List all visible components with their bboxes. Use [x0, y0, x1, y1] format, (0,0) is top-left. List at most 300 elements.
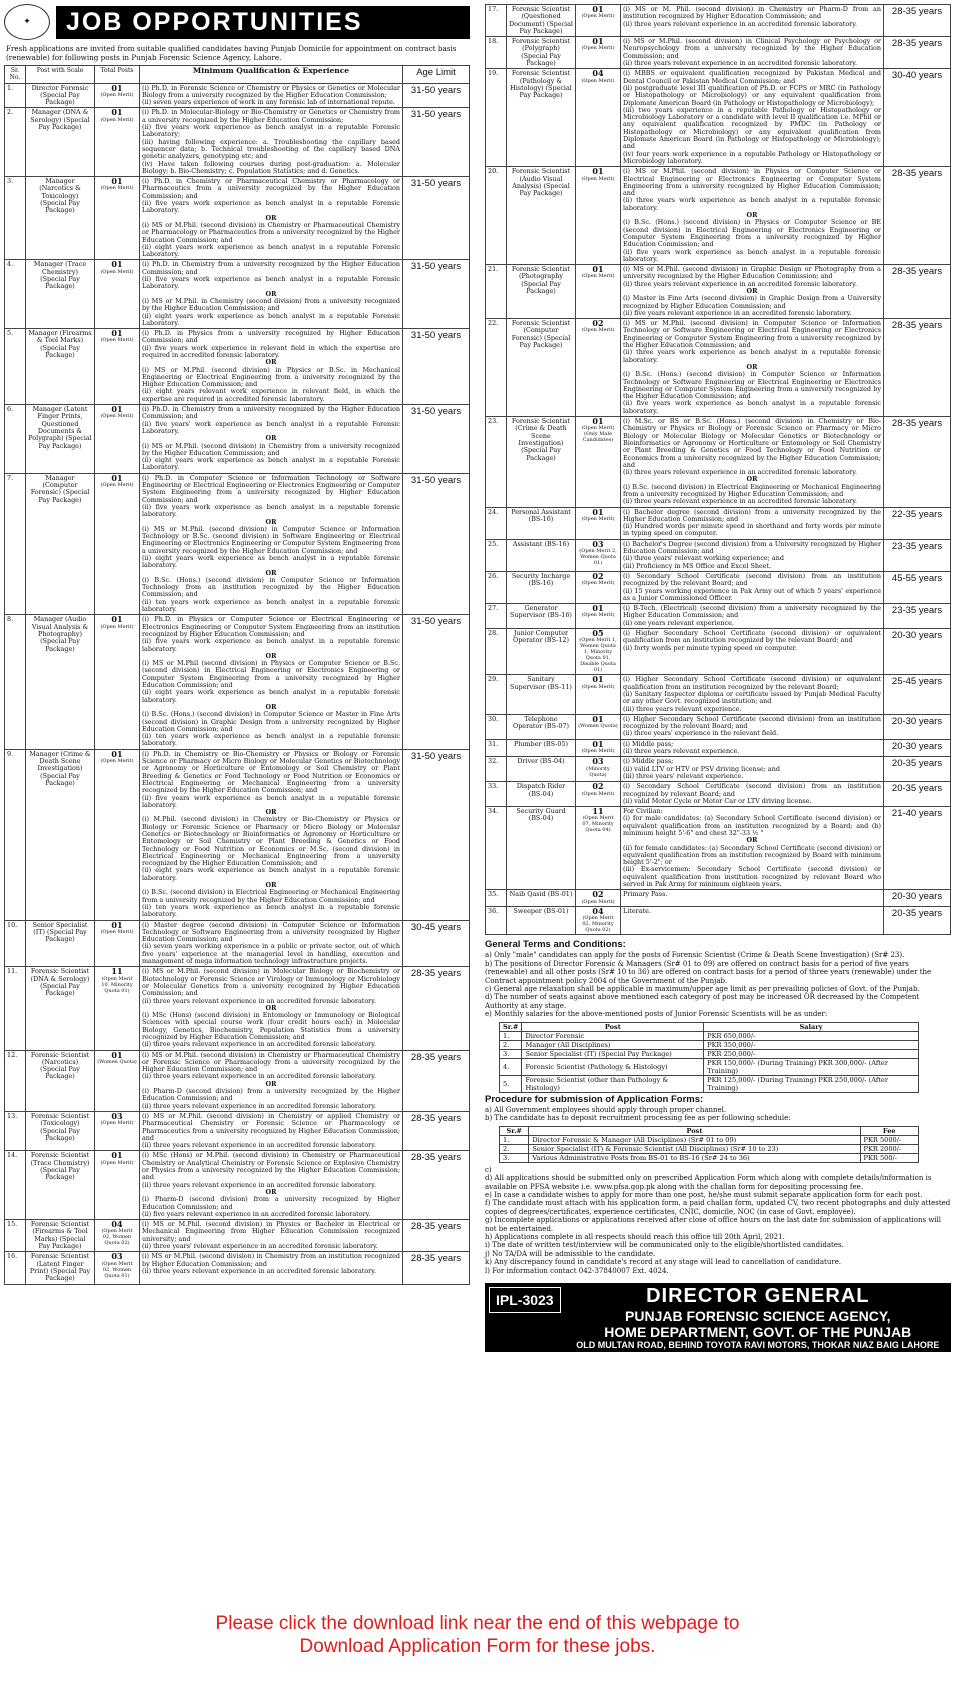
term-item: e) In case a candidate wishes to apply for more than one post, he/she must submit separate application form for each post.: [485, 1191, 923, 1200]
job-posts-cell: [576, 604, 621, 629]
left-column: [4, 4, 470, 1285]
terms-heading: General Terms and Conditions:: [485, 938, 626, 950]
job-post: Assistant (BS-16): [507, 539, 576, 571]
qualification-line: For Civilian:: [623, 807, 663, 816]
job-sr: 29.: [486, 675, 507, 714]
qualification-line: (ii) three years relevant experience in an accredited forensic laboratory.: [142, 1266, 377, 1275]
cell-sr: 4.: [500, 1058, 522, 1075]
job-quota: (Open Merit): [581, 45, 615, 52]
job-age: 23-35 years: [884, 539, 951, 571]
job-quals: [140, 1111, 403, 1150]
qualification-line: (ii) eight years relevant work experience in relevant field, in which the expertise are required in accredited forensic laboratory.: [142, 387, 400, 403]
qualification-line: (i) M.Sc. or BS or B.Sc. (Hons.) (second division) in Chemistry or Bio-Chemistry or Physics or Biology or Forensic Science or Pharmacy or Micro Biology or Molecular Biology or Molecular Genetics or Biotechnology or Bioinformatics or Agronomy or Horticulture or Entomology or Soil Chemistry or Plant Breeding & Genetics or Food Technology or Food Nutrition or Economics from a university recognized by the Higher Education Commission; and: [623, 417, 881, 469]
job-posts: 01: [111, 614, 123, 625]
job-quota: (Minority Quota): [586, 765, 610, 778]
footer-line3: HOME DEPARTMENT, GOVT. OF THE PUNJAB: [604, 1324, 912, 1341]
qualification-line: (iv) four years work experience in a reputable Pathology or Histopathology or Microbiology laboratory.: [623, 149, 881, 165]
job-post: Driver (BS-04): [507, 757, 576, 782]
term-item: f) The candidate must attach with his application form, a paid challan form, updated CV, two recent photographs and duly attested copies of degrees/certificates, experience certificates, CNIC, domicile, NOC (in case of Govt. employee).: [485, 1199, 951, 1216]
notice-line2: Download Application Form for these jobs.: [299, 1636, 656, 1657]
job-posts-cell: [576, 675, 621, 714]
table-row: [500, 1144, 919, 1153]
cell-sr: 2.: [500, 1144, 529, 1153]
job-posts: 03: [592, 538, 604, 549]
job-post: Forensic Scientist (DNA & Serology) (Special Pay Package): [26, 967, 95, 1050]
job-posts: 01: [111, 107, 123, 118]
term-item: g) Incomplete applications or applications received after close of office hours on the last date for submission of applications will not be entertained.: [485, 1216, 942, 1233]
qualification-line: (ii) Hundred words per minute speed in shorthand and forty words per minute in typing speed on computer.: [623, 522, 881, 538]
ad-title: JOB OPPORTUNITIES: [56, 6, 470, 39]
footer-line1: DIRECTOR GENERAL: [646, 1285, 870, 1308]
job-sr: 7.: [5, 473, 26, 615]
qualification-line: (ii) five years work experience as bench analyst in a reputable forensic laboratory.: [623, 399, 881, 415]
job-posts: 01: [592, 603, 604, 614]
job-sr: 15.: [5, 1220, 26, 1252]
job-post: Senior Specialist (IT) (Special Pay Package): [26, 920, 95, 967]
job-post: Telephone Operator (BS-07): [507, 714, 576, 739]
job-age: 20-35 years: [884, 906, 951, 934]
job-posts: 04: [111, 1219, 123, 1230]
qualification-line: (ii) eight years work experience as bench analyst in a reputable Forensic Laboratory.: [142, 311, 400, 327]
job-age: 31-50 years: [403, 83, 470, 108]
job-quals: [140, 329, 403, 405]
job-quota: (Open Merit): [581, 748, 615, 755]
job-sr: 24.: [486, 507, 507, 539]
jobs-table-left: [4, 65, 470, 1285]
job-post: Plumber (BS-05): [507, 739, 576, 757]
qualification-line: (ii) ten years work experience as bench analyst in a reputable forensic laboratory.: [142, 732, 400, 748]
job-quota: (Open Merit): [581, 175, 615, 182]
qualification-line: (ii) three years work experience as bench analyst in a reputable forensic laboratory.: [623, 196, 881, 212]
table-row: [500, 1058, 919, 1075]
job-row: [486, 5, 951, 37]
qualification-line: (i) MS or M.Phil. (second division) in Physics or Bachelor in Electrical or Mechanical Engineering from Higher Education Commission recognized university; and: [142, 1220, 400, 1243]
job-quota: (Open Merit): [100, 623, 134, 630]
procedure-list-2: [485, 1166, 951, 1275]
fee-col-sr: Sr.#: [500, 1126, 529, 1135]
term-item: b) The positions of Director Forensic & Managers (Sr# 01 to 09) are offered on contract basis for a period of five years (renewable) and all other posts (Sr# 10 to 36) are offered on contract basis for a period of three years (renewable) under the Contract appointment policy 2004 of the Government of the Punjab.: [485, 959, 932, 985]
qualification-line: (iii) Proficiency in MS Office and Excel Sheet.: [623, 561, 772, 570]
term-item: e) Monthly salaries for the above-mentioned posts of Junior Forensic Scientists will be as under:: [485, 1010, 828, 1019]
job-posts: 01: [592, 416, 604, 427]
job-age: 28-35 years: [403, 1220, 470, 1252]
job-post: Forensic Scientist (Questioned Document) (Special Pay Package): [507, 5, 576, 37]
qualification-line: (i) Ph.D. in Chemistry or Pharmaceutical Chemistry or Pharmacology or Pharmaceutics from a university recognized by the Higher Education Commission; and: [142, 177, 400, 200]
job-posts: 01: [111, 259, 123, 270]
job-posts: 01: [111, 748, 123, 759]
cell-salary: PKR 650,000/-: [704, 1031, 919, 1040]
qualification-line: (i) MBBS or equivalent qualification recognized by Pakistan Medical and Dental Council or Pakistan Medical Commission; and: [623, 69, 881, 85]
job-sr: 31.: [486, 739, 507, 757]
job-quota: (Women Quota): [578, 723, 618, 730]
job-row: [486, 571, 951, 603]
job-sr: 19.: [486, 69, 507, 167]
qualification-line: (i) Ph.D. in Molecular-Biology or Bio-Chemistry or Genetics or Chemistry from a university recognized by the Higher Education Commission;: [142, 108, 400, 124]
job-sr: 21.: [486, 265, 507, 319]
job-quals: [621, 571, 884, 603]
qualification-line: (i) Ph.D. in Computer Science or Information Technology or Software Engineering or Electrical Engineering or Electronics Engineering or Computer System Engineering from a university recognized by Higher Education Commission; and: [142, 473, 400, 504]
job-post: Manager (DNA & Serology) (Special Pay Package): [26, 108, 95, 177]
job-quals: [621, 417, 884, 508]
job-quota: (Open Merit): [100, 758, 134, 765]
job-posts: 11: [111, 966, 123, 977]
job-posts: 02: [592, 889, 604, 900]
salary-col-sr: Sr.#: [500, 1022, 522, 1031]
intro-text: Fresh applications are invited from suitable qualified candidates having Punjab Domicile for appointment on contract basis (renewable) for following posts in Punjab Forensic Science Agency, Lahore.: [6, 44, 457, 62]
job-age: 28-35 years: [884, 37, 951, 69]
qualification-line: OR: [265, 881, 277, 890]
qualification-line: (ii) three years relevant experience in an accredited forensic laboratory.: [142, 996, 377, 1005]
job-age: 20-30 years: [884, 714, 951, 739]
job-post: Manager (Firearms & Tool Marks) (Special Pay Package): [26, 329, 95, 405]
job-row: [486, 757, 951, 782]
job-posts-cell: [576, 167, 621, 265]
job-row: [5, 108, 470, 177]
job-row: [5, 920, 470, 967]
cell-salary: PKR 125,000/- (During Training) PKR 250,000/- (After Training): [704, 1075, 919, 1092]
job-posts-cell: [576, 319, 621, 417]
job-posts: 03: [111, 1110, 123, 1121]
qualification-line: (i) Secondary School Certificate (second division) from an institution recognized by relevant Board; and: [623, 782, 881, 798]
table-row: [500, 1153, 919, 1162]
qualification-line: (i) B.Sc. (second division) in Electrical Engineering or Mechanical Engineering from a university recognized by the Higher Education Commission; and: [142, 888, 400, 904]
cell-sr: 1.: [500, 1031, 522, 1040]
job-quota: (Open Merit 1, Women Quota 1, Minority Quota 01, Disable Quota 01): [579, 637, 617, 674]
job-posts-cell: [576, 417, 621, 508]
job-post: Forensic Scientist (Toxicology) (Special Pay Package): [26, 1111, 95, 1150]
job-post: Forensic Scientist (Computer Forensic) (Special Pay Package): [507, 319, 576, 417]
cell-post: Director Forensic: [522, 1031, 704, 1040]
job-sr: 13.: [5, 1111, 26, 1150]
qualification-line: OR: [265, 358, 277, 367]
salary-table: [499, 1022, 919, 1093]
qualification-line: OR: [746, 836, 758, 845]
job-posts-cell: [576, 571, 621, 603]
col-total: Total Posts: [95, 66, 140, 84]
job-quota: (Open Merit 10, Minority Quota 01): [101, 975, 133, 994]
cell-fee: PKR 500/-: [860, 1153, 918, 1162]
job-quota: (Open Merit 02, Women Quota 02): [101, 1228, 133, 1247]
cell-post: Forensic Scientist (other than Pathology & Histology): [522, 1075, 704, 1092]
job-quals: [621, 739, 884, 757]
qualification-line: (i) B.Sc. (Hons.) (second division) in Computer Science or Information Technology from an institution recognized by the Higher Education Commission; and: [142, 575, 400, 599]
director-general-block: [565, 1283, 951, 1352]
punjab-logo-icon: ✦: [4, 4, 50, 40]
job-posts-cell: [576, 539, 621, 571]
qualification-line: (i) MS or M.Phil. (second division) in Molecular Biology or Biochemistry or Biotechnology or Forensic Science or Virology or Immunology or Microbiology or Molecular Genetics from a university recognized by Higher Education Commission; and: [142, 967, 400, 998]
job-quota: (Open Merit): [581, 327, 615, 334]
qualification-line: (ii) five years relevant experience in an accredited forensic laboratory.: [623, 308, 852, 317]
job-age: 28-35 years: [403, 1050, 470, 1111]
cell-post: Senior Specialist (IT) & Forensic Scientist (All Disciplines) (Sr# 10 to 23): [529, 1144, 860, 1153]
job-sr: 12.: [5, 1050, 26, 1111]
qualification-line: (ii) for female candidates: (a) Secondary School Certificate (second division) or equivalent qualification from an institution recognized by Board with minimum height 5'-2"; or: [623, 843, 881, 867]
qualification-line: OR: [265, 434, 277, 443]
cell-post: Senior Specialist (IT) (Special Pay Package): [522, 1049, 704, 1058]
job-sr: 27.: [486, 604, 507, 629]
col-age: Age Limit: [403, 66, 470, 84]
job-post: Forensic Scientist (Latent Finger Print) (Special Pay Package): [26, 1252, 95, 1284]
job-posts: 01: [592, 4, 604, 14]
job-sr: 10.: [5, 920, 26, 967]
qualification-line: OR: [746, 211, 758, 220]
job-quals: [140, 920, 403, 967]
qualification-line: (iv) Have taken following courses during post-graduation: a. Molecular Biology; b. Bio-Chemistry; c. Population Statistics; and d. Genetics.: [142, 159, 400, 175]
job-posts: 01: [592, 264, 604, 275]
job-posts-cell: [95, 108, 140, 177]
job-row: [5, 967, 470, 1050]
job-age: 20-30 years: [884, 629, 951, 675]
job-posts: 01: [592, 166, 604, 177]
job-posts-cell: [576, 507, 621, 539]
job-posts-cell: [576, 69, 621, 167]
term-item: j) No TA/DA will be admissible to the candidate.: [485, 1249, 656, 1258]
job-quals: [140, 615, 403, 749]
qualification-line: (iii) three years relevant experience.: [623, 704, 742, 713]
job-posts-cell: [576, 890, 621, 906]
qualification-line: (i) MSc (Hons) or M.Phil. (second division) in Chemistry or Pharmaceutical Chemistry or Analytical Chemistry or Forensic Science or Explosive Chemistry or Physics from a university recognized by the Higher Education Commission; and: [142, 1151, 400, 1182]
job-row: [5, 1111, 470, 1150]
job-sr: 11.: [5, 967, 26, 1050]
job-posts: 01: [592, 506, 604, 517]
job-row: [486, 739, 951, 757]
qualification-line: (ii) forty words per minute typing speed on computer.: [623, 643, 798, 652]
job-age: 31-50 years: [403, 177, 470, 260]
job-posts-cell: [95, 1220, 140, 1252]
job-post: Forensic Scientist (Firearms & Tool Marks) (Special Pay Package): [26, 1220, 95, 1252]
job-row: [5, 615, 470, 749]
job-row: [486, 37, 951, 69]
job-quals: [621, 757, 884, 782]
qualification-line: (ii) eight years work experience as bench analyst in a reputable forensic laboratory.: [142, 688, 400, 704]
job-sr: 20.: [486, 167, 507, 265]
qualification-line: (i) Ph.D. in Physics or Computer Science or Electrical Engineering or Electronics Engineering or Computer System Engineering from an institution recognized by Higher Education Commission; and: [142, 615, 400, 638]
qualification-line: (i) B-Tech. (Electrical) (second division) from a university recognized by the Higher Education Commission; and: [623, 604, 881, 620]
col-qual: Minimum Qualification & Experience: [140, 66, 403, 84]
job-sr: 17.: [486, 5, 507, 37]
job-row: [486, 539, 951, 571]
qualification-line: (ii) three years relevant experience in an accredited forensic laboratory.: [142, 1101, 377, 1110]
salary-col-salary: Salary: [704, 1022, 919, 1031]
job-posts: 02: [592, 781, 604, 792]
procedure-heading: Procedure for submission of Application Forms:: [485, 1093, 704, 1105]
qualification-line: (ii) three years relevant experience in an accredited forensic laboratory.: [623, 468, 858, 477]
job-quals: [621, 604, 884, 629]
job-quals: [621, 714, 884, 739]
qualification-line: (ii) eight years work experience as bench analyst in a reputable Forensic Laboratory.: [142, 456, 400, 472]
job-posts-cell: [576, 757, 621, 782]
job-posts-cell: [576, 714, 621, 739]
job-posts: 01: [592, 713, 604, 724]
jobs-table-right: [485, 4, 951, 935]
job-row: [486, 604, 951, 629]
qualification-line: OR: [265, 1079, 277, 1088]
job-row: [5, 405, 470, 474]
term-item: d) The number of seats against above mentioned each category of post may be increased OR decreased by the Competent Authority at any stage.: [485, 993, 920, 1010]
job-post: Forensic Scientist (Audio Visual Analysis) (Special Pay Package): [507, 167, 576, 265]
job-quals: [621, 167, 884, 265]
job-age: 20-35 years: [884, 757, 951, 782]
term-item: k) Any discrepancy found in candidate's record at any stage will lead to cancellation of candidature.: [485, 1258, 842, 1267]
cell-salary: PKR 250,000/-: [704, 1049, 919, 1058]
job-sr: 22.: [486, 319, 507, 417]
job-row: [5, 749, 470, 920]
job-posts-cell: [576, 739, 621, 757]
job-quota: (Open Merit 02, Women Quota 01): [101, 1260, 133, 1279]
salary-col-post: Post: [522, 1022, 704, 1031]
job-quals: [140, 260, 403, 329]
job-posts: 01: [592, 36, 604, 47]
job-quota: (Open Merit): [581, 580, 615, 587]
job-sr: 5.: [5, 329, 26, 405]
job-sr: 6.: [5, 405, 26, 474]
qualification-line: (ii) three years relevant experience in an accredited forensic laboratory.: [142, 1180, 377, 1189]
qualification-line: (i) MS or M.Phil. in Chemistry (second division) from a university recognized by the Higher Education Commission; and: [142, 296, 400, 313]
qualification-line: OR: [746, 475, 758, 484]
job-post: Security Guard (BS-04): [507, 807, 576, 890]
job-posts-cell: [576, 265, 621, 319]
job-quals: [621, 319, 884, 417]
job-sr: 2.: [5, 108, 26, 177]
job-quals: [621, 507, 884, 539]
job-row: [486, 906, 951, 934]
job-quota: (Open Merit): [100, 928, 134, 935]
qualification-line: (ii) five years work experience as bench analyst in a reputable Forensic Laboratory.: [142, 199, 400, 215]
cell-sr: 2.: [500, 1040, 522, 1049]
cell-salary: PKR 150,000/- (During Training) PKR 300,000/- (After Training): [704, 1058, 919, 1075]
qualification-line: (i) Bachelor degree (second division) from a university recognized by the Higher Education Commission; and: [623, 507, 881, 523]
terms-section: [485, 938, 951, 1275]
job-quals: [621, 890, 884, 906]
job-posts-cell: [95, 967, 140, 1050]
job-posts: 04: [592, 905, 604, 916]
qualification-line: (i) Secondary School Certificate (second division) from an institution recognized by the relevant Board; and: [623, 571, 881, 588]
cell-sr: 5.: [500, 1075, 522, 1092]
job-age: 31-50 years: [403, 473, 470, 615]
qualification-line: (ii) eight years work experience as bench analyst in a reputable forensic laboratory.: [142, 866, 400, 882]
term-item: b) The candidate has to deposit recruitment processing fee as per following schedule:: [485, 1114, 791, 1123]
job-row: [486, 629, 951, 675]
qualification-line: (i) Higher Secondary School Certificate (second division) or equivalent qualification from an institution recognized by the relevant Board; and: [623, 629, 881, 645]
job-age: 31-50 years: [403, 405, 470, 474]
table-row: [500, 1049, 919, 1058]
qualification-line: (iii) Ex-servicemen: Secondary School Certificate (second division) or equivalent qualification from institution recognized by relevant Board who served in Pak Army for minimum eighteen years.: [623, 865, 881, 889]
job-posts: 01: [592, 738, 604, 749]
job-age: 21-40 years: [884, 807, 951, 890]
qualification-line: (i) Pharm-D (second division) from a university recognized by the Higher Education Commission; and: [142, 1087, 400, 1103]
job-sr: 28.: [486, 629, 507, 675]
job-row: [486, 714, 951, 739]
qualification-line: (ii) seven years experience of work in any forensic lab of international repute.: [142, 98, 395, 107]
qualification-line: (i) B.Sc. (Hons.) (second division) in Physics or Computer Science or BE (second division) in Electrical Engineering or Electronics Engineering or Computer System Engineering from a university recognized by Higher Education Commission; and: [623, 218, 881, 249]
job-quota: (Open Merit): [100, 91, 134, 98]
qualification-line: (i) MS or M. Phil. (second division) in Chemistry or Pharm-D from an institution recognized by Higher Education Commission; and: [623, 5, 881, 21]
qualification-line: OR: [265, 517, 277, 526]
job-age: 20-30 years: [884, 739, 951, 757]
fee-col-post: Post: [529, 1126, 860, 1135]
col-post: Post with Scale: [26, 66, 95, 84]
qualification-line: OR: [265, 1187, 277, 1196]
job-quota: (Women Quota): [97, 1058, 137, 1065]
cell-post: Manager (All Disciplines): [522, 1040, 704, 1049]
job-post: Dispatch Rider (BS-04): [507, 782, 576, 807]
job-posts-cell: [95, 329, 140, 405]
job-post: Sanitary Supervisor (BS-11): [507, 675, 576, 714]
qualification-line: (ii) ten years work experience as bench analyst in a reputable forensic laboratory.: [142, 902, 400, 919]
job-post: Personal Assistant (BS-16): [507, 507, 576, 539]
qualification-line: (i) B.Sc. (Hons.) (second division) in Computer Science or Master in Fine Arts (second division) in Graphic Design from a university recognized by Higher Education Commission; and: [142, 710, 400, 733]
qualification-line: (ii) three years' relevant experience in an accredited forensic laboratory.: [142, 1242, 378, 1251]
job-quals: [140, 1050, 403, 1111]
job-posts-cell: [95, 177, 140, 260]
job-sr: 34.: [486, 807, 507, 890]
job-post: Forensic Scientist (Pathology & Histology) (Special Pay Package): [507, 69, 576, 167]
job-post: Manager (Computer Forensic) (Special Pay Package): [26, 473, 95, 615]
job-quals: [140, 967, 403, 1050]
job-quals: [140, 1252, 403, 1284]
cell-salary: PKR 350,000/-: [704, 1040, 919, 1049]
job-sr: 23.: [486, 417, 507, 508]
job-quota: (Open Merit): [100, 413, 134, 420]
job-post: Manager (Audio Visual Analysis & Photography) (Special Pay Package): [26, 615, 95, 749]
job-age: 30-40 years: [884, 69, 951, 167]
qualification-line: (ii) five years work experience as bench analyst in a reputable Forensic Laboratory.: [142, 275, 400, 291]
job-posts: 11: [592, 806, 604, 817]
job-quota: (Open Merit): [100, 116, 134, 123]
qualification-line: (ii) valid Motor Cycle or Motor Car or LTV driving license.: [623, 796, 812, 805]
qualification-line: OR: [746, 286, 758, 295]
job-sr: 35.: [486, 890, 507, 906]
qualification-line: (ii) three years' relevant working experience; and: [623, 554, 784, 563]
job-quota: (Open Merit): [581, 612, 615, 619]
job-sr: 30.: [486, 714, 507, 739]
qualification-line: (ii) 15 years working experience in Pak Army out of which 5 years' experience as a Junior Commissioned Officer.: [623, 586, 881, 602]
job-posts-cell: [95, 260, 140, 329]
job-posts: 01: [111, 328, 123, 339]
ad-header: [4, 4, 470, 40]
qualification-line: (i) Ph.D. in Chemistry from a university recognized by the Higher Education Commission; and: [142, 260, 400, 276]
job-post: Forensic Scientist (Crime & Death Scene Investigation) (Special Pay Package): [507, 417, 576, 508]
job-quals: [140, 473, 403, 615]
job-row: [5, 473, 470, 615]
job-post: Forensic Scientist (Photography (Special Pay Package): [507, 265, 576, 319]
job-posts: 01: [111, 82, 123, 93]
job-row: [5, 1151, 470, 1220]
job-row: [5, 83, 470, 108]
qualification-line: (i) Ph.D. in Chemistry or Bio-Chemistry or Physics or Biology or Forensic Science or Pharmacy or Micro Biology or Molecular Genetics or Biotechnology or Agronomy or Horticulture or Entomology or Soil Chemistry or Plant Breeding & Genetics or Food Technology or Food Nutrition or Economics or Electrical Engineering or Mechanical Engineering from a university recognized by the Higher Education Commission; and: [142, 749, 400, 795]
fee-col-fee: Fee: [860, 1126, 918, 1135]
cell-post: Forensic Scientist (Pathology & Histology): [522, 1058, 704, 1075]
job-post: Manager (Trace Chemistry) (Special Pay Package): [26, 260, 95, 329]
job-posts-cell: [576, 906, 621, 934]
job-age: 28-35 years: [403, 967, 470, 1050]
qualification-line: (i) Ph.D. in Chemistry from a university recognized by the Higher Education Commission; and: [142, 405, 400, 421]
job-age: 31-50 years: [403, 329, 470, 405]
qualification-line: (ii) three years relevant experience in an accredited forensic laboratory.: [142, 1072, 377, 1081]
cell-sr: 3.: [500, 1049, 522, 1058]
qualification-line: (ii) three years relevant experience in an accredited forensic laboratory.: [623, 279, 858, 288]
job-posts-cell: [95, 473, 140, 615]
job-posts: 02: [592, 318, 604, 329]
job-post: Manager (Latent Finger Prints, Questioned Documents & Polygraph) (Special Pay Package): [26, 405, 95, 474]
job-posts: 01: [111, 1150, 123, 1161]
job-post: Manager (Crime & Death Scene Investigation) (Special Pay Package): [26, 749, 95, 920]
cell-fee: PKR 5000/-: [860, 1135, 918, 1144]
qualification-line: (i) MS or M.Phil (second division) in Physics or Computer Science or B.Sc. (second division) in Electrical Engineering or Electronics Engineering or Computer System Engineering from a university recognized by Higher Education Commission; and: [142, 659, 400, 690]
qualification-line: Literate.: [623, 906, 651, 915]
job-quals: [140, 1220, 403, 1252]
qualification-line: (i) B.Sc. (second division) in Electrical Engineering or Mechanical Engineering from a university recognized by Higher Education Commission; and: [623, 482, 881, 498]
